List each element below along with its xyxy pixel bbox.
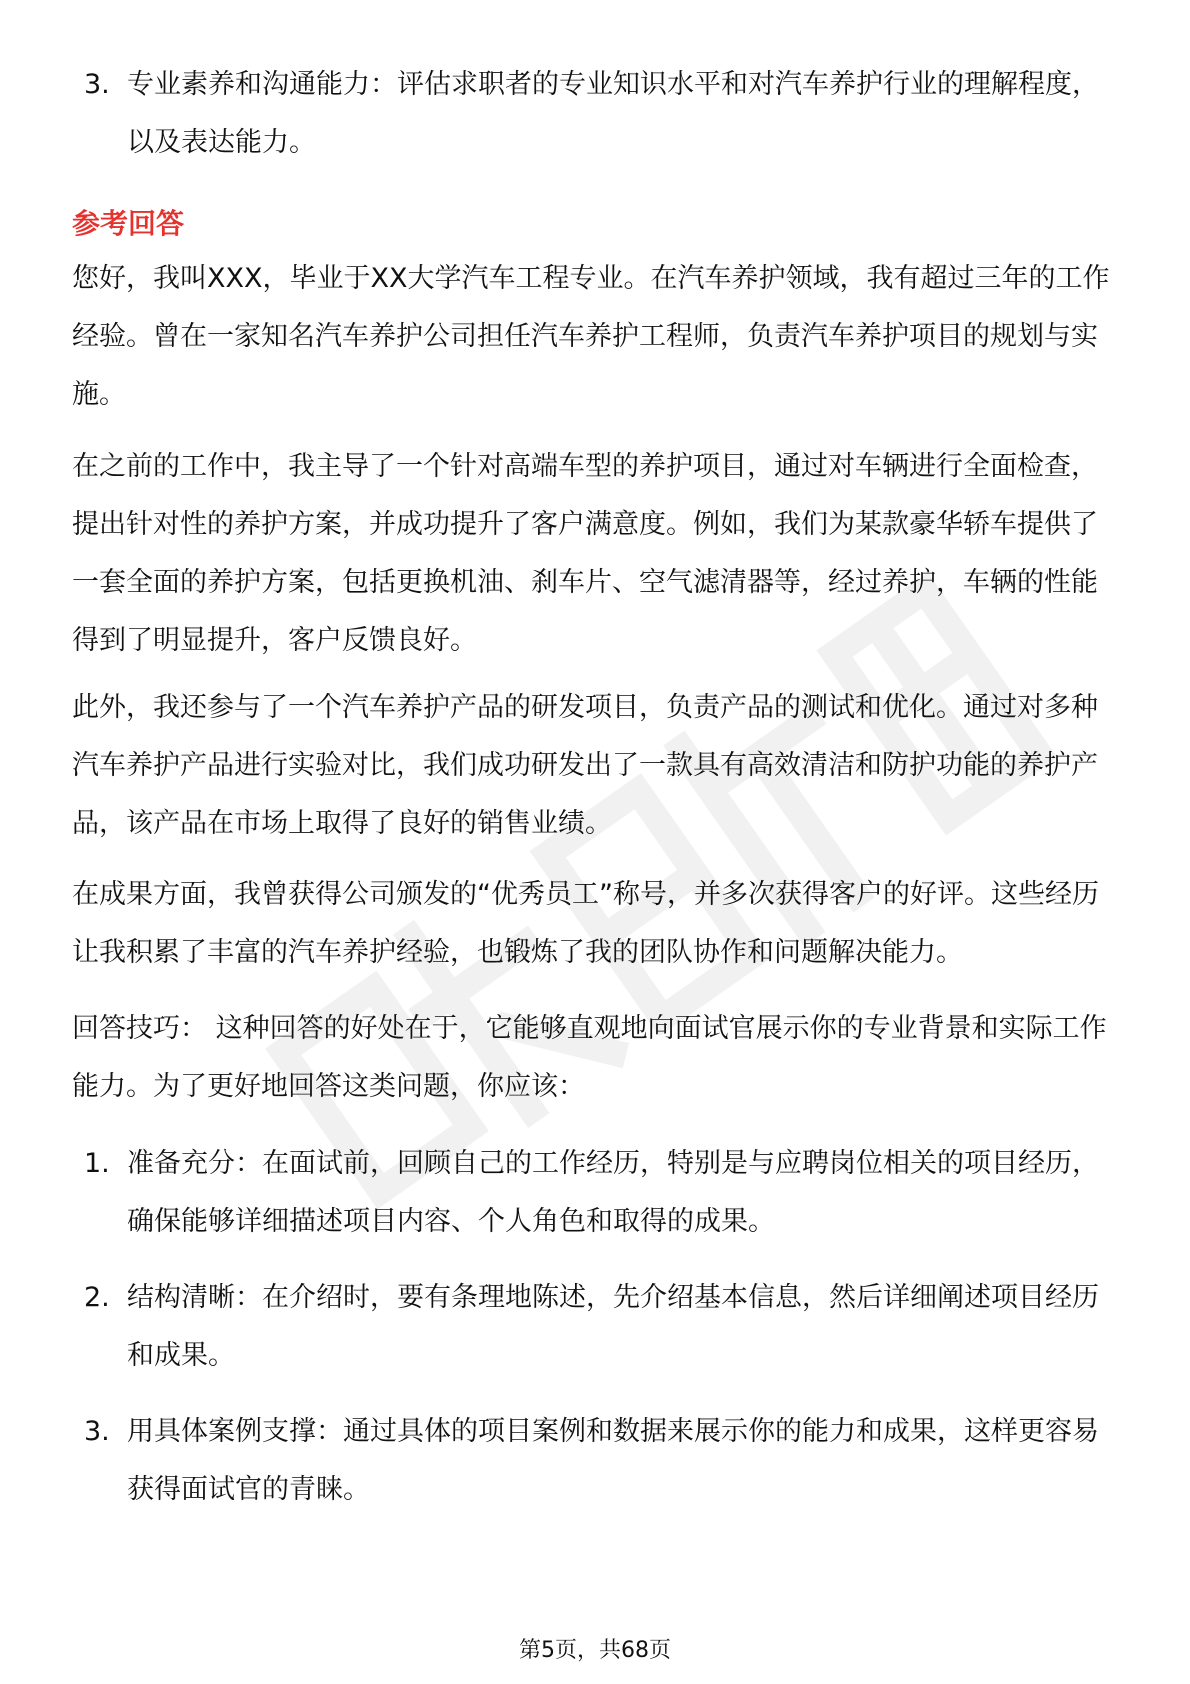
page-number-footer: 第5页，共68页 [519,1638,671,1663]
answer-paragraph-project: 在之前的工作中，我主导了一个针对高端车型的养护项目，通过对车辆进行全面检查，提出针对性的养护方案，并成功提升了客户满意度。例如，我们为某款豪华轿车提供了一套全面的养护方案，包括更换机油、刹车片、空气滤清器等，经过养护，车辆的性能得到了明显提升，客户反馈良好。 [72,451,1098,656]
list-text: 专业素养和沟通能力：评估求职者的专业知识水平和对汽车养护行业的理解程度，以及表达能力。 [127,69,1099,158]
list-number: 3. [84,69,110,100]
list-text: 用具体案例支撑：通过具体的项目案例和数据来展示你的能力和成果，这样更容易获得面试官的青睐。 [127,1416,1099,1505]
list-text: 结构清晰：在介绍时，要有条理地陈述，先介绍基本信息，然后详细阐述项目经历和成果。 [127,1282,1099,1371]
section-heading: 参考回答 [72,207,185,240]
answer-tips-intro: 回答技巧： 这种回答的好处在于，它能够直观地向面试官展示你的专业背景和实际工作能力。为了更好地回答这类问题，你应该： [72,1013,1107,1102]
list-number: 3. [84,1416,110,1447]
answer-paragraph-intro: 您好，我叫XXX，毕业于XX大学汽车工程专业。在汽车养护领域，我有超过三年的工作经验。曾在一家知名汽车养护公司担任汽车养护工程师，负责汽车养护项目的规划与实施。 [72,263,1110,410]
list-number: 1. [84,1148,110,1179]
list-number: 2. [84,1282,110,1313]
list-text: 准备充分：在面试前，回顾自己的工作经历，特别是与应聘岗位相关的项目经历，确保能够详细描述项目内容、个人角色和取得的成果。 [127,1148,1099,1237]
answer-paragraph-research: 此外，我还参与了一个汽车养护产品的研发项目，负责产品的测试和优化。通过对多种汽车养护产品进行实验对比，我们成功研发出了一款具有高效清洁和防护功能的养护产品，该产品在市场上取得了良好的销售业绩。 [72,692,1098,839]
answer-paragraph-achievements: 在成果方面，我曾获得公司颁发的“优秀员工”称号，并多次获得客户的好评。这些经历让我积累了丰富的汽车养护经验，也锻炼了我的团队协作和问题解决能力。 [72,879,1099,968]
